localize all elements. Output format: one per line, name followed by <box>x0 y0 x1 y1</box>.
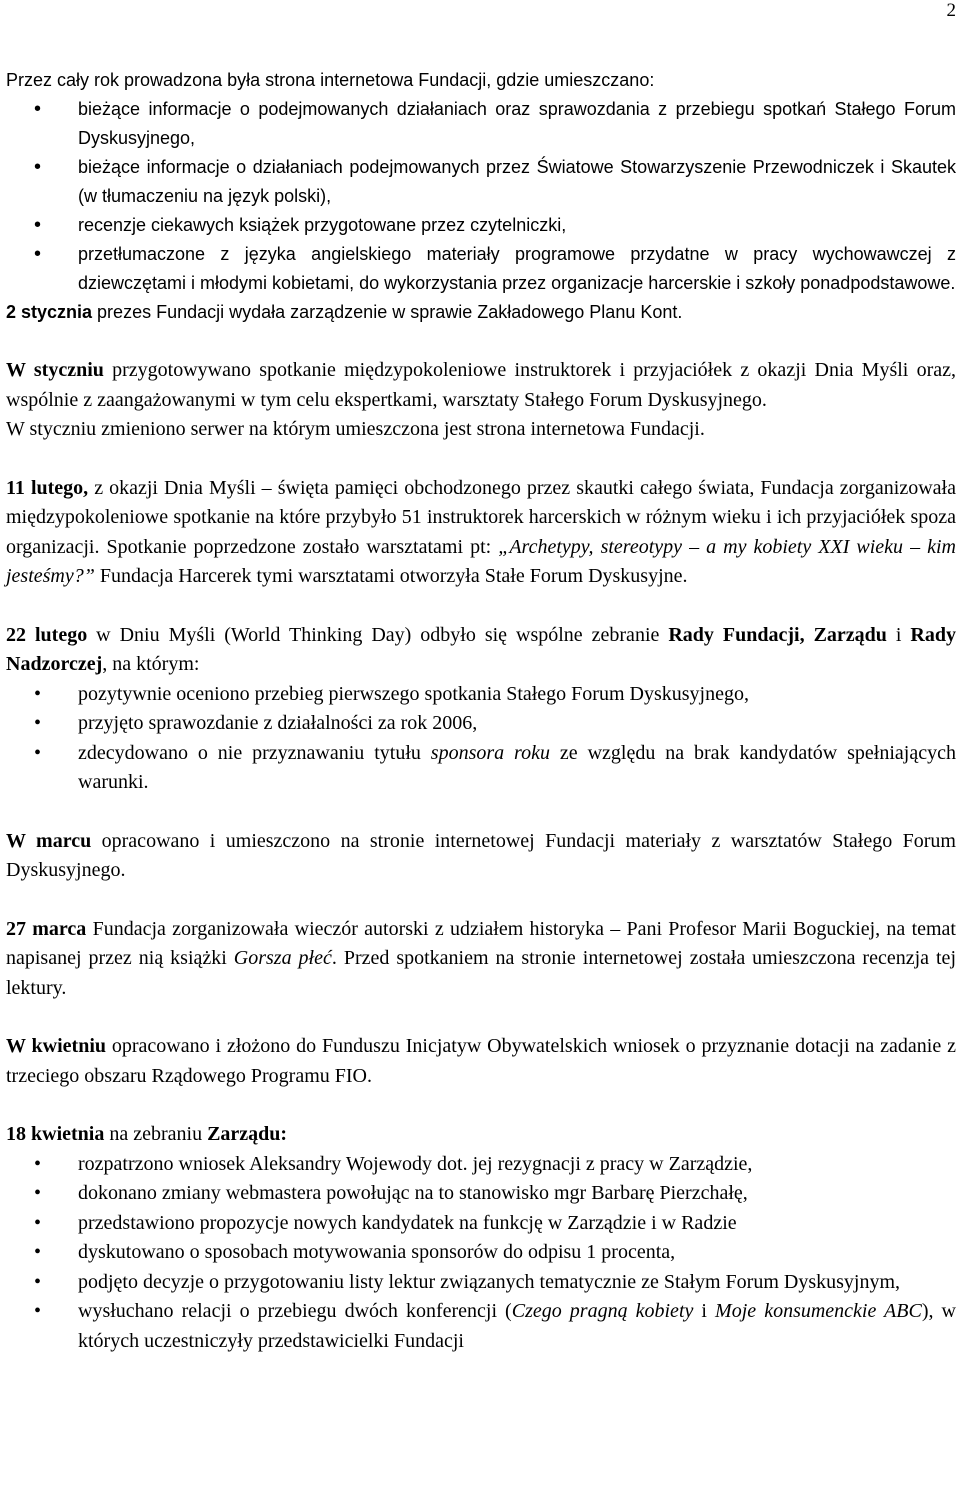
april18-conference2: Moje konsumenckie ABC <box>715 1300 922 1322</box>
march27-date: 27 marca <box>6 917 87 940</box>
march27-paragraph <box>6 915 956 1004</box>
april18-bullet <box>6 1297 956 1356</box>
feb22-bullet3-a: zdecydowano o nie przyznawaniu tytułu <box>78 741 431 764</box>
march27-text1: Fundacja zorganizowała wieczór autorski z udziałem historyka – Pani Profesor Marii Boguckiej, na temat napisanej przez nią książki <box>6 917 956 969</box>
april18-bullet: • przedstawiono propozycje nowych kandydatek na funkcję w Zarządzie i w Radzie <box>6 1209 956 1239</box>
feb22-text2: i <box>886 623 911 646</box>
feb22-bodies: Rady Fundacji, Zarządu <box>668 623 887 646</box>
feb11-text1: z okazji Dnia Myśli – święta pamięci obchodzonego przez skautki całego świata, Fundacja zorganizowała międzypokoleniowe spotkanie na które przybyło 51 instruktorek harcerskich w różnym wieku i ich przyjaciółek spoza organizacji. Spotkanie poprzedzone zostało warsztatami pt: <box>6 476 956 558</box>
website-intro: Przez cały rok prowadzona była strona internetowa Fundacji, gdzie umieszczano: <box>6 70 655 90</box>
jan2-date: 2 stycznia <box>6 302 93 322</box>
april18-bullet: • podjęto decyzje o przygotowaniu listy lektur związanych tematycznie ze Stałym Forum Dyskusyjnym, <box>6 1268 956 1298</box>
feb22-bullet-list <box>6 680 956 798</box>
section-events <box>6 356 956 1356</box>
april18-bullet: • rozpatrzono wniosek Aleksandry Wojewody dot. jej rezygnacji z pracy w Zarządzie, <box>6 1150 956 1180</box>
feb22-bullet: • przyjęto sprawozdanie z działalności za rok 2006, <box>6 709 956 739</box>
website-bullet: • bieżące informacje o podejmowanych działaniach oraz sprawozdania z przebiegu spotkań Stałego Forum Dyskusyjnego, <box>6 95 956 153</box>
section-website <box>6 66 956 327</box>
feb22-paragraph <box>6 621 956 680</box>
feb22-bullet3-italic: sponsora roku <box>430 741 550 764</box>
feb22-supervisory: Rady Nadzorczej <box>6 623 956 675</box>
feb22-bullet <box>6 739 956 798</box>
january-paragraph <box>6 356 956 415</box>
january-server-paragraph: W styczniu zmieniono serwer na którym umieszczona jest strona internetowa Fundacji. <box>6 418 705 440</box>
april-date: W kwietniu <box>6 1035 106 1057</box>
page-number: 2 <box>946 0 956 21</box>
april18-bullet-list <box>6 1150 956 1357</box>
feb11-workshop-title: „Archetypy, stereotypy – a my kobiety XXI wieku – kim jesteśmy?” <box>6 535 956 587</box>
march27-text2: . Przed spotkaniem na stronie internetowej została umieszczona recenzja tej lektury. <box>6 947 956 999</box>
feb22-bullet3-b: ze względu na brak kandydatów spełniających warunki. <box>78 741 956 793</box>
jan2-text: prezes Fundacji wydała zarządzenie w sprawie Zakładowego Planu Kont. <box>92 302 683 322</box>
feb22-text3: , na którym: <box>102 653 200 675</box>
march-date: W marcu <box>6 829 92 852</box>
april18-paragraph <box>6 1120 956 1150</box>
feb22-text1: w Dniu Myśli (World Thinking Day) odbyło się wspólne zebranie <box>87 623 669 646</box>
march27-book-title: Gorsza płeć <box>233 947 332 969</box>
april18-last-b: i <box>693 1300 716 1322</box>
april18-last-a: wysłuchano relacji o przebiegu dwóch konferencji ( <box>78 1300 512 1322</box>
march-paragraph <box>6 827 956 886</box>
document-body <box>6 66 956 1356</box>
website-bullet: • bieżące informacje o działaniach podejmowanych przez Światowe Stowarzyszenie Przewodniczek i Skautek (w tłumaczeniu na język polski), <box>6 153 956 211</box>
jan2-paragraph <box>6 298 956 327</box>
april18-board: Zarządu: <box>207 1123 288 1145</box>
january-date: W styczniu <box>6 359 104 381</box>
feb22-bullet: • pozytywnie oceniono przebieg pierwszego spotkania Stałego Forum Dyskusyjnego, <box>6 680 956 710</box>
website-bullet: • przetłumaczone z języka angielskiego materiały programowe przydatne w pracy wychowawczej z dziewczętami i młodymi kobietami, do wykorzystania przez organizacje harcerskie i szkoły ponadpodstawowe. <box>6 240 956 298</box>
april18-last-c: ), w których uczestniczyły przedstawicielki Fundacji <box>78 1300 957 1352</box>
feb22-date: 22 lutego <box>6 623 88 646</box>
april-paragraph <box>6 1032 956 1091</box>
feb11-date: 11 lutego, <box>6 476 89 499</box>
april18-text1: na zebraniu <box>104 1123 208 1145</box>
website-bullet: • recenzje ciekawych książek przygotowane przez czytelniczki, <box>6 211 956 240</box>
april18-conference1: Czego pragną kobiety <box>511 1300 694 1322</box>
march-text: opracowano i umieszczono na stronie internetowej Fundacji materiały z warsztatów Stałego Forum Dyskusyjnego. <box>6 829 956 881</box>
april18-bullet: • dyskutowano o sposobach motywowania sponsorów do odpisu 1 procenta, <box>6 1238 956 1268</box>
website-bullet-list <box>6 95 956 298</box>
april18-date: 18 kwietnia <box>6 1123 105 1145</box>
feb11-paragraph <box>6 474 956 592</box>
april-text: opracowano i złożono do Funduszu Inicjatyw Obywatelskich wniosek o przyznanie dotacji na zadanie z trzeciego obszaru Rządowego Programu FIO. <box>6 1035 956 1087</box>
feb11-text2: Fundacja Harcerek tymi warsztatami otworzyła Stałe Forum Dyskusyjne. <box>94 565 688 587</box>
april18-bullet: • dokonano zmiany webmastera powołując na to stanowisko mgr Barbarę Pierzchałę, <box>6 1179 956 1209</box>
january-text: przygotowywano spotkanie międzypokoleniowe instruktorek i przyjaciółek z okazji Dnia Myśli oraz, wspólnie z zaangażowanymi w tym celu ekspertkami, warsztaty Stałego Forum Dyskusyjnego. <box>6 359 956 411</box>
